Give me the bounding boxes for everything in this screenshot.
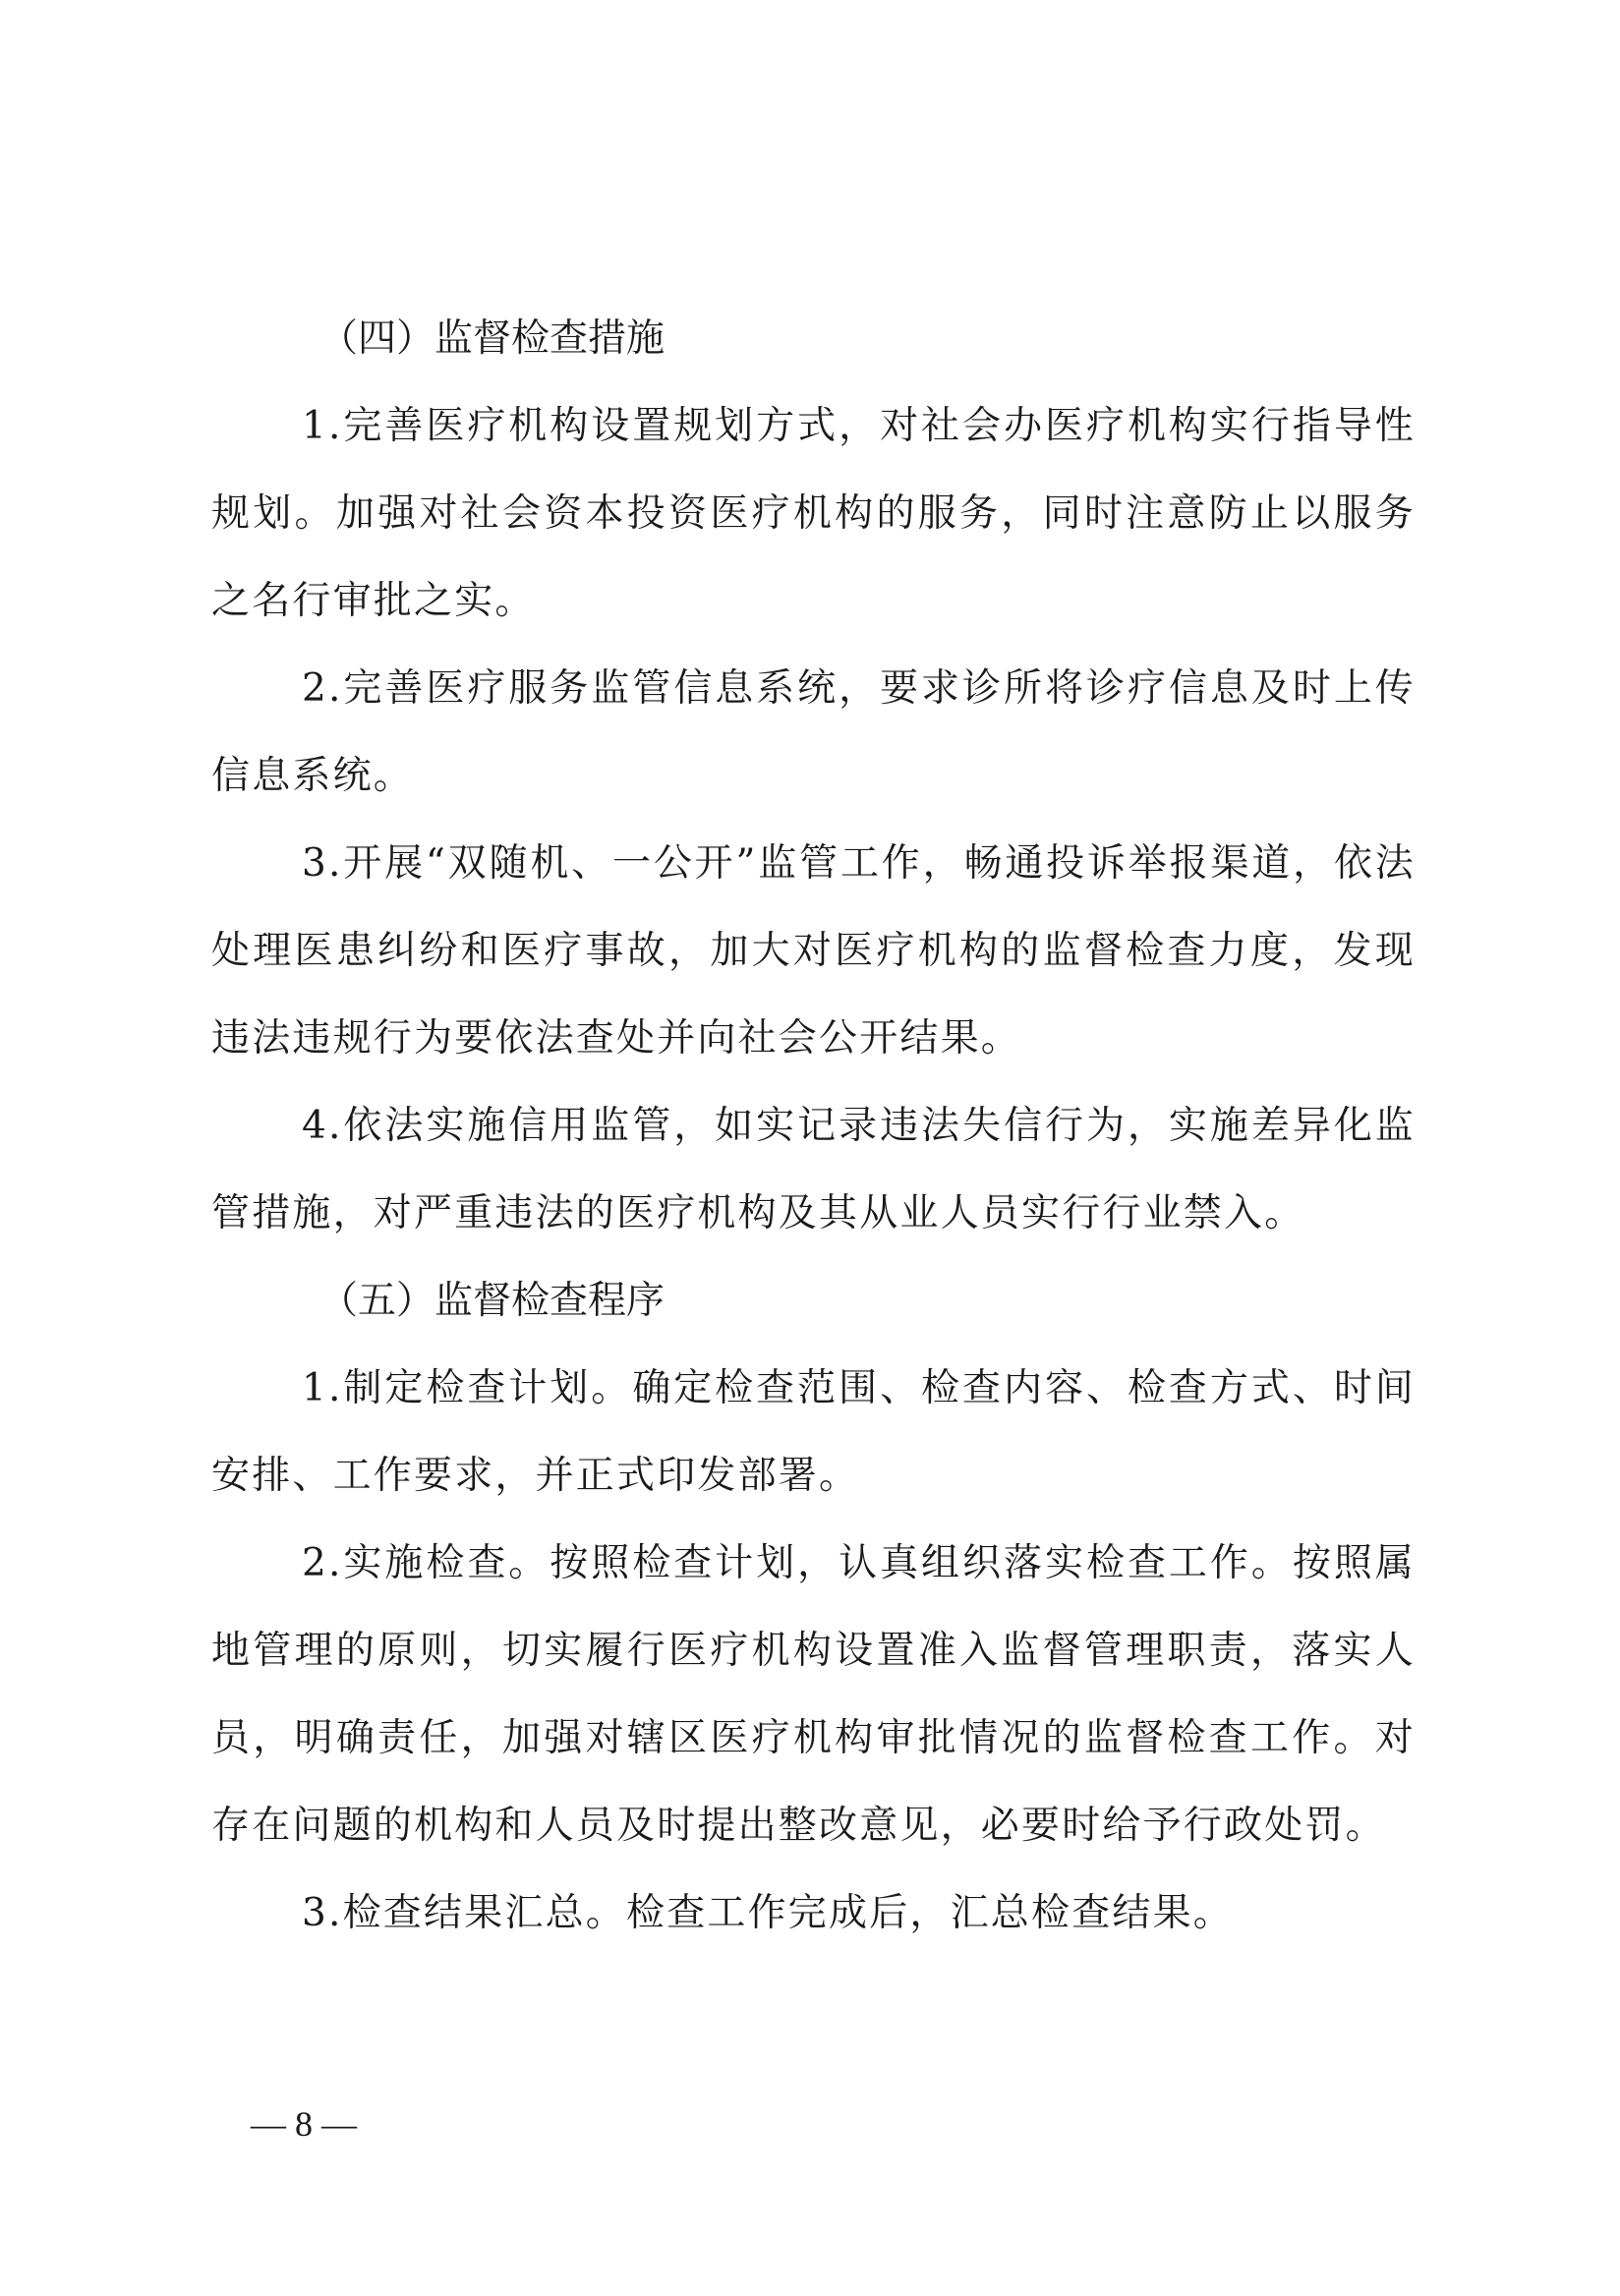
paragraph-item: 3.开展“双随机、一公开”监管工作，畅通投诉举报渠道，依法处理医患纠纷和医疗事故，加大对医疗机构的监督检查力度，发现违法违规行为要依法查处并向社会公开结果。 [211,841,1416,1061]
paragraph-item: 3.检查结果汇总。检查工作完成后，汇总检查结果。 [302,1891,1235,1935]
paragraph-item: 4.依法实施信用监管，如实记录违法失信行为，实施差异化监管措施，对严重违法的医疗机构及其从业人员实行行业禁入。 [211,1104,1416,1235]
paragraph-item: 1.制定检查计划。确定检查范围、检查内容、检查方式、时间安排、工作要求，并正式印发部署。 [211,1366,1416,1498]
paragraph-item: 2.完善医疗服务监管信息系统，要求诊所将诊疗信息及时上传信息系统。 [211,666,1416,798]
section-heading-four: （四）监督检查措施 [319,316,665,361]
page-number: — 8 — [251,2104,357,2144]
paragraph-item: 2.实施检查。按照检查计划，认真组织落实检查工作。按照属地管理的原则，切实履行医疗机构设置准入监督管理职责，落实人员，明确责任，加强对辖区医疗机构审批情况的监督检查工作。对存在问题的机构和人员及时提出整改意见，必要时给予行政处罚。 [211,1541,1416,1848]
document-body [211,295,1416,1957]
paragraph-item: 1.完善医疗机构设置规划方式，对社会办医疗机构实行指导性规划。加强对社会资本投资医疗机构的服务，同时注意防止以服务之名行审批之实。 [211,404,1416,623]
section-heading-five: （五）监督检查程序 [319,1279,665,1323]
